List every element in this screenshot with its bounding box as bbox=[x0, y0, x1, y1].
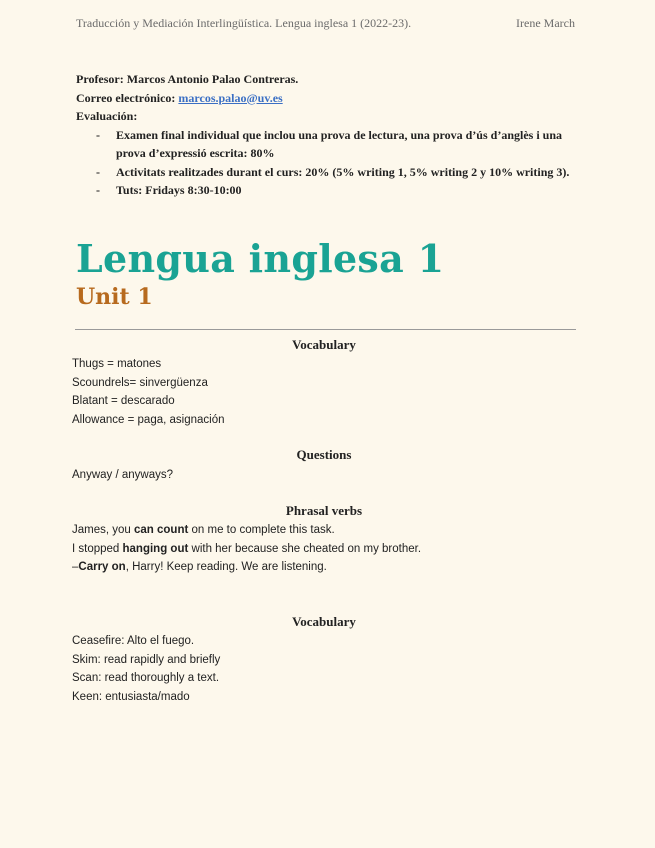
evaluation-label: Evaluación: bbox=[76, 109, 138, 123]
section-title-phrasal-verbs: Phrasal verbs bbox=[285, 503, 363, 518]
list-item: Ceasefire: Alto el fuego. bbox=[72, 635, 195, 647]
unit-subtitle: Unit 1 bbox=[76, 284, 153, 310]
phrasal-verbs-list bbox=[72, 521, 576, 577]
email-label: Correo electrónico: bbox=[76, 90, 176, 105]
evaluation-list bbox=[76, 126, 576, 200]
vocabulary-list bbox=[72, 355, 576, 429]
phrasal-verb: hanging out bbox=[122, 542, 189, 555]
evaluation-item: - Examen final individual que inclou una prova de lectura, una prova d’ús d’anglès i una prova d’expressió escrita: 80% bbox=[76, 126, 576, 163]
example-sentence: I stopped hanging out with her because she cheated on my brother. bbox=[72, 542, 422, 555]
example-sentence: James, you can count on me to complete this task. bbox=[72, 524, 335, 536]
professor-name: Marcos Antonio Palao Contreras. bbox=[126, 72, 299, 86]
page-title: Lengua inglesa 1 bbox=[76, 236, 445, 281]
list-item: Scan: read thoroughly a text. bbox=[72, 672, 220, 684]
divider bbox=[75, 329, 576, 330]
list-item: Allowance = paga, asignación bbox=[72, 413, 225, 426]
section-title-questions: Questions bbox=[296, 447, 352, 462]
questions-list bbox=[72, 466, 576, 485]
vocabulary-list-2 bbox=[72, 632, 576, 706]
header-author: Irene March bbox=[516, 16, 575, 30]
email-link[interactable]: marcos.palao@uv.es bbox=[178, 90, 283, 105]
course-info bbox=[76, 70, 576, 200]
list-item: Thugs = matones bbox=[72, 358, 162, 370]
professor-line bbox=[76, 70, 576, 89]
example-sentence: –Carry on, Harry! Keep reading. We are listening. bbox=[72, 561, 327, 573]
phrasal-verb: can count bbox=[134, 524, 189, 536]
header-course: Traducción y Mediación Interlingüística. Lengua inglesa 1 (2022-23). bbox=[76, 16, 412, 30]
page-header bbox=[76, 16, 575, 31]
list-item: Keen: entusiasta/mado bbox=[72, 690, 190, 703]
list-item: Skim: read rapidly and briefly bbox=[72, 653, 221, 666]
list-item: Blatant = descarado bbox=[72, 395, 175, 407]
list-item: Scoundrels= sinvergüenza bbox=[72, 376, 208, 389]
evaluation-item: - Tuts: Fridays 8:30-10:00 bbox=[76, 181, 576, 200]
professor-label: Profesor: bbox=[76, 72, 124, 86]
email-line bbox=[76, 89, 576, 108]
section-title-vocabulary-2: Vocabulary bbox=[292, 614, 356, 629]
list-item: Anyway / anyways? bbox=[72, 469, 173, 481]
section-title-vocabulary: Vocabulary bbox=[292, 337, 356, 352]
phrasal-verb: Carry on bbox=[78, 561, 126, 573]
evaluation-item: - Activitats realitzades durant el curs: 20% (5% writing 1, 5% writing 2 y 10% writing 3). bbox=[76, 163, 576, 182]
